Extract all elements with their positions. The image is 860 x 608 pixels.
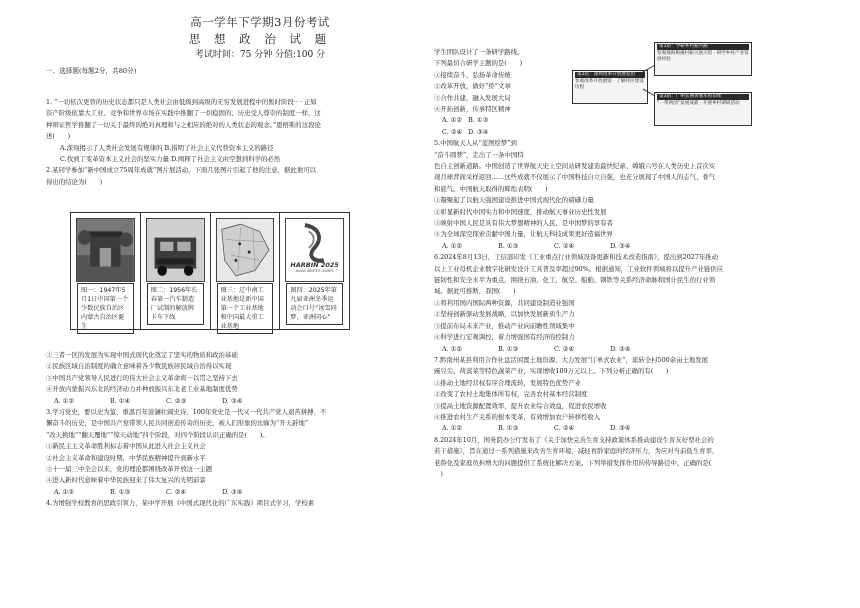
q4-statement: ①接续奋斗，弘扬革命传统 — [434, 70, 511, 79]
q6-line: 链韧性和安全水平为重点，围绕石油、化工、航空、船舶、钢铁等关系经济命脉和国计民生的行业领 — [434, 276, 716, 285]
q2-choice-d: D. ③④ — [222, 396, 243, 405]
q8-line: ) — [434, 469, 443, 478]
q7-statement: ②改变了农村土地集体所有权，完善农村基本经营制度 — [434, 390, 588, 399]
exam-info: 考试时间：75 分钟 分值:100 分 — [194, 50, 326, 60]
q5-statement: ②彰显新时代中国实力和中国速度，推动航天事业历史性发展 — [434, 207, 607, 216]
q4-choices-row1 — [434, 115, 574, 126]
q7-statement: ④推进农村生产关系的根本变革，有效增加农户转移性收入 — [434, 412, 601, 421]
q4-choice-d: D. ③④ — [468, 127, 489, 136]
q5-choice-a: A. ①② — [442, 241, 463, 250]
q3-line: 3.学习党史，要以史为鉴，重温百年波澜壮阔史诗。100年党史是一代又一代共产党人艰苦拼搏、不 — [46, 408, 327, 417]
q3-choice-d: D. ③④ — [222, 487, 243, 496]
route-box-2 — [572, 70, 648, 104]
q2-statement: ①三者一区的发展为实现中国式现代化奠定了坚实的物质和政治基础 — [46, 351, 238, 359]
q4-line: 4.为增强学校教育的思政引领力，某中学开展《中国式现代化的广东实践》项目式学习，学校素 — [46, 499, 315, 508]
q7-choice-d: D. ③④ — [610, 424, 631, 433]
photo-4 — [280, 213, 349, 329]
q6-choice-c: C. ②④ — [554, 344, 575, 353]
q5-choice-d: D. ③④ — [610, 241, 631, 250]
question-4-cont — [434, 47, 574, 161]
q3-choice-c: C. ②④ — [166, 487, 187, 496]
q4-statement: ④开拓创新，传承特区精神 — [434, 105, 511, 114]
q1-option: C.找到了变革资本主义社会的坚实力量 D.阐释了社会主义由空想到科学的必然 — [60, 155, 281, 164]
q1-line: 述( ) — [46, 132, 71, 141]
gate-photo — [76, 218, 135, 282]
q6-statement: ②坚持创新驱动发展战略，以加快发展新质生产力 — [434, 310, 575, 319]
logo-subtext: ASIAN WINTER GAMES — [295, 269, 334, 273]
q8-line: 8.2024年10月，国务院办公厅发布了《关于加快完善生育支持政策体系推动建设生育友好型社会的 — [434, 435, 714, 444]
q2-statement: ④开放内蒙振兴东北的经济动力并种放振兴东北老工业基地制度优势 — [46, 385, 238, 394]
q3-statement: ②社会主义革命和建设时期，中华民族精神提升到新水平 — [46, 453, 206, 462]
q4-statement: ③合作共建，融入发展大局 — [434, 93, 511, 102]
photo-3-caption: 图三：辽中南工业基地是新中国第一个工业基地和中国最大重工业基地 — [217, 283, 274, 334]
q2-choices — [46, 396, 408, 407]
q5-statement: ③映射中国人民是具有伟大梦想精神的人民，是中国梦的享有者 — [434, 219, 613, 228]
q6-line: 域。据此可推断，我国( ) — [434, 287, 516, 296]
exam-title: 高一学年下学期3月份考试 — [190, 15, 330, 29]
q1-line: 种辩证哲学推翻了一切关于最终的绝对真理和与之相应的绝对的人类状态的观念。”恩格斯的这段论 — [46, 120, 321, 129]
q3-line: 懈奋斗的历史，是中国共产党带领人民共同创造传奇的历史，被人们形象的比喻为“开天辟地” — [46, 419, 309, 428]
photo-1-caption: 图一：1947年5月1日中国第一个少数民族自治区内蒙古自治区诞生 — [77, 283, 134, 334]
photo-4-caption: 图四：2025年第九届亚洲冬季运动会口号“冰雪同梦，亚洲同心” — [286, 283, 343, 325]
q5-choices — [434, 241, 816, 252]
q8-line: 老龄化及家庭负担增大的问题提供了系统化解决方案。下列举措发挥作用的传导路径中，正确的是( — [434, 458, 712, 467]
q2-choice-c: C. ②③ — [166, 396, 187, 405]
q3-choices — [46, 487, 408, 498]
q3-choice-a: A. ①② — [54, 487, 75, 496]
q4-choices-row2 — [434, 127, 574, 138]
question-5 — [434, 161, 816, 480]
q4-choice-c: C. ②④ — [442, 127, 463, 136]
q4-choice-b: B. ①③ — [468, 116, 489, 125]
truck-photo — [146, 218, 205, 282]
harbin-2025-logo — [285, 218, 344, 282]
q6-statement: ④科学进行宏观调控，着力增强国有经济的控制力 — [434, 333, 575, 342]
section-title: 一、选择题(每题2分，共80分) — [46, 67, 137, 75]
q5-line: 和底气。中国航天取得的辉煌表明( ) — [434, 184, 548, 193]
q7-statement: ③提高土地资源配置效率，提升农业综合效益，促进农民增收 — [434, 401, 607, 410]
route-box-1-text: 参观珠海梅溪村振兴展示馆 · 研学乡村产业发展经验 — [657, 51, 749, 62]
route-box-3 — [654, 92, 752, 126]
q2-line: 2.某同学参加“新中国成立75周年成就”图片展活动，下面几张图片引起了他的注意，据此他可以 — [46, 166, 316, 175]
q7-choice-a: A. ①② — [442, 424, 463, 433]
q5-line: “奋斗圆梦”，走出了一条中国特 — [434, 150, 524, 159]
q5-statement: ①凝聚起了以航天强国建设推进中国式现代化的磅礴力量 — [434, 196, 594, 205]
photo-1 — [71, 213, 141, 329]
study-route-diagram — [568, 40, 752, 130]
q6-statement: ①将利用国内国际两种资源，共同建设制造业强国 — [434, 298, 575, 307]
q6-choice-d: D. ③④ — [610, 344, 631, 353]
route-box-3-head: 第3站：广州长洲黄埔军校旧址 — [657, 94, 749, 100]
q1-line: 资产阶级依靠大工业、竞争和世界市场在实践中推翻了一切稳固的、历史受人尊崇的制度一样，这 — [46, 109, 321, 118]
q4-line: 下列最切合研学主题的是( ) — [434, 59, 523, 68]
q7-choices — [434, 423, 816, 434]
q1-line: 1. “一切依次更替的历史状态都只是人类社会由低级到高级的无穷发展进程中的暂时阶段·· · 正如 — [46, 98, 317, 106]
q2-statement: ②民族区域自治制度的确立意味着各少数民族居民域自治得以实现 — [46, 362, 232, 371]
q3-statement: ①新民主主义革命胜利标志着中国从此进入社会主义社会 — [46, 442, 206, 451]
route-box-3-text: “一带两创”发展成就 · 开展乡村调研活动 — [657, 101, 740, 106]
q1-option: A.深刻揭示了人类社会发展有规律的 B.指明了社会主义代替资本主义的路径 — [60, 143, 274, 152]
photo-2-caption: 图二：1956年长春第一汽车制造厂试制的解放牌卡车下线 — [147, 283, 204, 325]
route-box-2-head: 第2站：深圳改革开放展览馆 — [575, 72, 645, 78]
q6-choices — [434, 344, 816, 355]
q6-choice-b: B. ①③ — [498, 344, 519, 353]
question-2-options — [46, 350, 408, 510]
q7-choice-c: C. ②④ — [554, 424, 575, 433]
photo-3 — [211, 213, 281, 329]
q7-statement: ①推动土地经营权有序合理流转，发展特色优势产业 — [434, 378, 581, 387]
q4-line: 学生团队设计了一条研学路线。 — [434, 48, 524, 56]
q5-line: 现月球背面采样返回……这些成就不仅展示了中国科技自立自强，也充分展现了中国人的志气、骨气 — [434, 173, 716, 182]
route-box-2-text: 参观改革开放展馆 · 了解特区建设历程 — [575, 79, 644, 90]
q2-statement: ③中国共产党领导人民进行的伟大社会主义革命将一以贯之坚持下去 — [46, 373, 238, 382]
q5-line: 5.中国航天人从“蓝图绘梦”到 — [434, 139, 517, 148]
q6-statement: ③提前布局未来产业，推动产业向前瞻性领域集中 — [434, 321, 575, 330]
q7-line: 7.黔南州某县利用合作社盘活闲置土地资源，大力发展“订单式农业”，流转全村500余亩土地发展 — [434, 355, 709, 364]
q3-statement: ③十一届三中全会以来，党的理论都围绕改革开放这一主题 — [46, 465, 213, 474]
q5-choice-c: C. ②④ — [554, 241, 575, 250]
q5-choice-b: B. ①③ — [498, 241, 519, 250]
q2-line: 得出的结论为( ) — [46, 177, 103, 186]
q4-statement: ②改革开放，做好“侨”文章 — [434, 82, 511, 91]
q6-choice-a: A. ①② — [442, 344, 463, 353]
route-box-1-head: 第1站：学研乡村振兴路 — [657, 44, 749, 50]
q3-line: “改天换地”“翻天覆地”“惊天动地”四个阶段，对四个阶段认识正确的是( )。 — [46, 430, 269, 439]
q4-choice-a: A. ①② — [442, 116, 463, 125]
logo-text: HARBIN 2025 — [290, 261, 339, 269]
route-box-1 — [654, 42, 752, 76]
q2-choice-a: A. ①② — [54, 396, 75, 405]
q6-line: 6.2024年8月13日，工信部印发《工业重点行业领域设备更新和技术改造指南》，提出到2027年推动 — [434, 253, 719, 262]
photo-strip — [70, 212, 350, 330]
q2-choice-b: B. ①④ — [110, 396, 131, 405]
q3-statement: ④进入新时代意味着中华民族迎来了伟大复兴的光明前景 — [46, 476, 206, 485]
q5-line: 色自主创新道路。中国创造了世界航天史上空间站研发建造最快纪录、嫦娥六号在人类历史上首次实 — [434, 162, 716, 170]
q7-line: 豌豆尖、荷蒿菜等特色蔬菜产业，实现增收109万元以上。下列分析正确的有( ) — [434, 367, 669, 376]
question-1 — [46, 97, 408, 188]
exam-subject: 思 想 政 治 试 题 — [188, 32, 332, 46]
q3-choice-b: B. ①③ — [110, 487, 131, 496]
map-photo — [216, 218, 275, 282]
q7-choice-b: B. ①③ — [498, 424, 519, 433]
q6-line: 以上工业母机企业数字化研发设计工具普及率超过90%。根据通知，工业软件领域将以提升产业链供应 — [434, 264, 723, 273]
q5-statement: ④为全球深空探索贡献中国力量，让航天科技成果更好造福世界 — [434, 230, 613, 239]
photo-2 — [141, 213, 211, 329]
q8-line: 若干措施》，旨在通过一系列措施来改善生育环境，减轻育龄家庭的经济压力，为应对当前低生育率、 — [434, 447, 719, 456]
